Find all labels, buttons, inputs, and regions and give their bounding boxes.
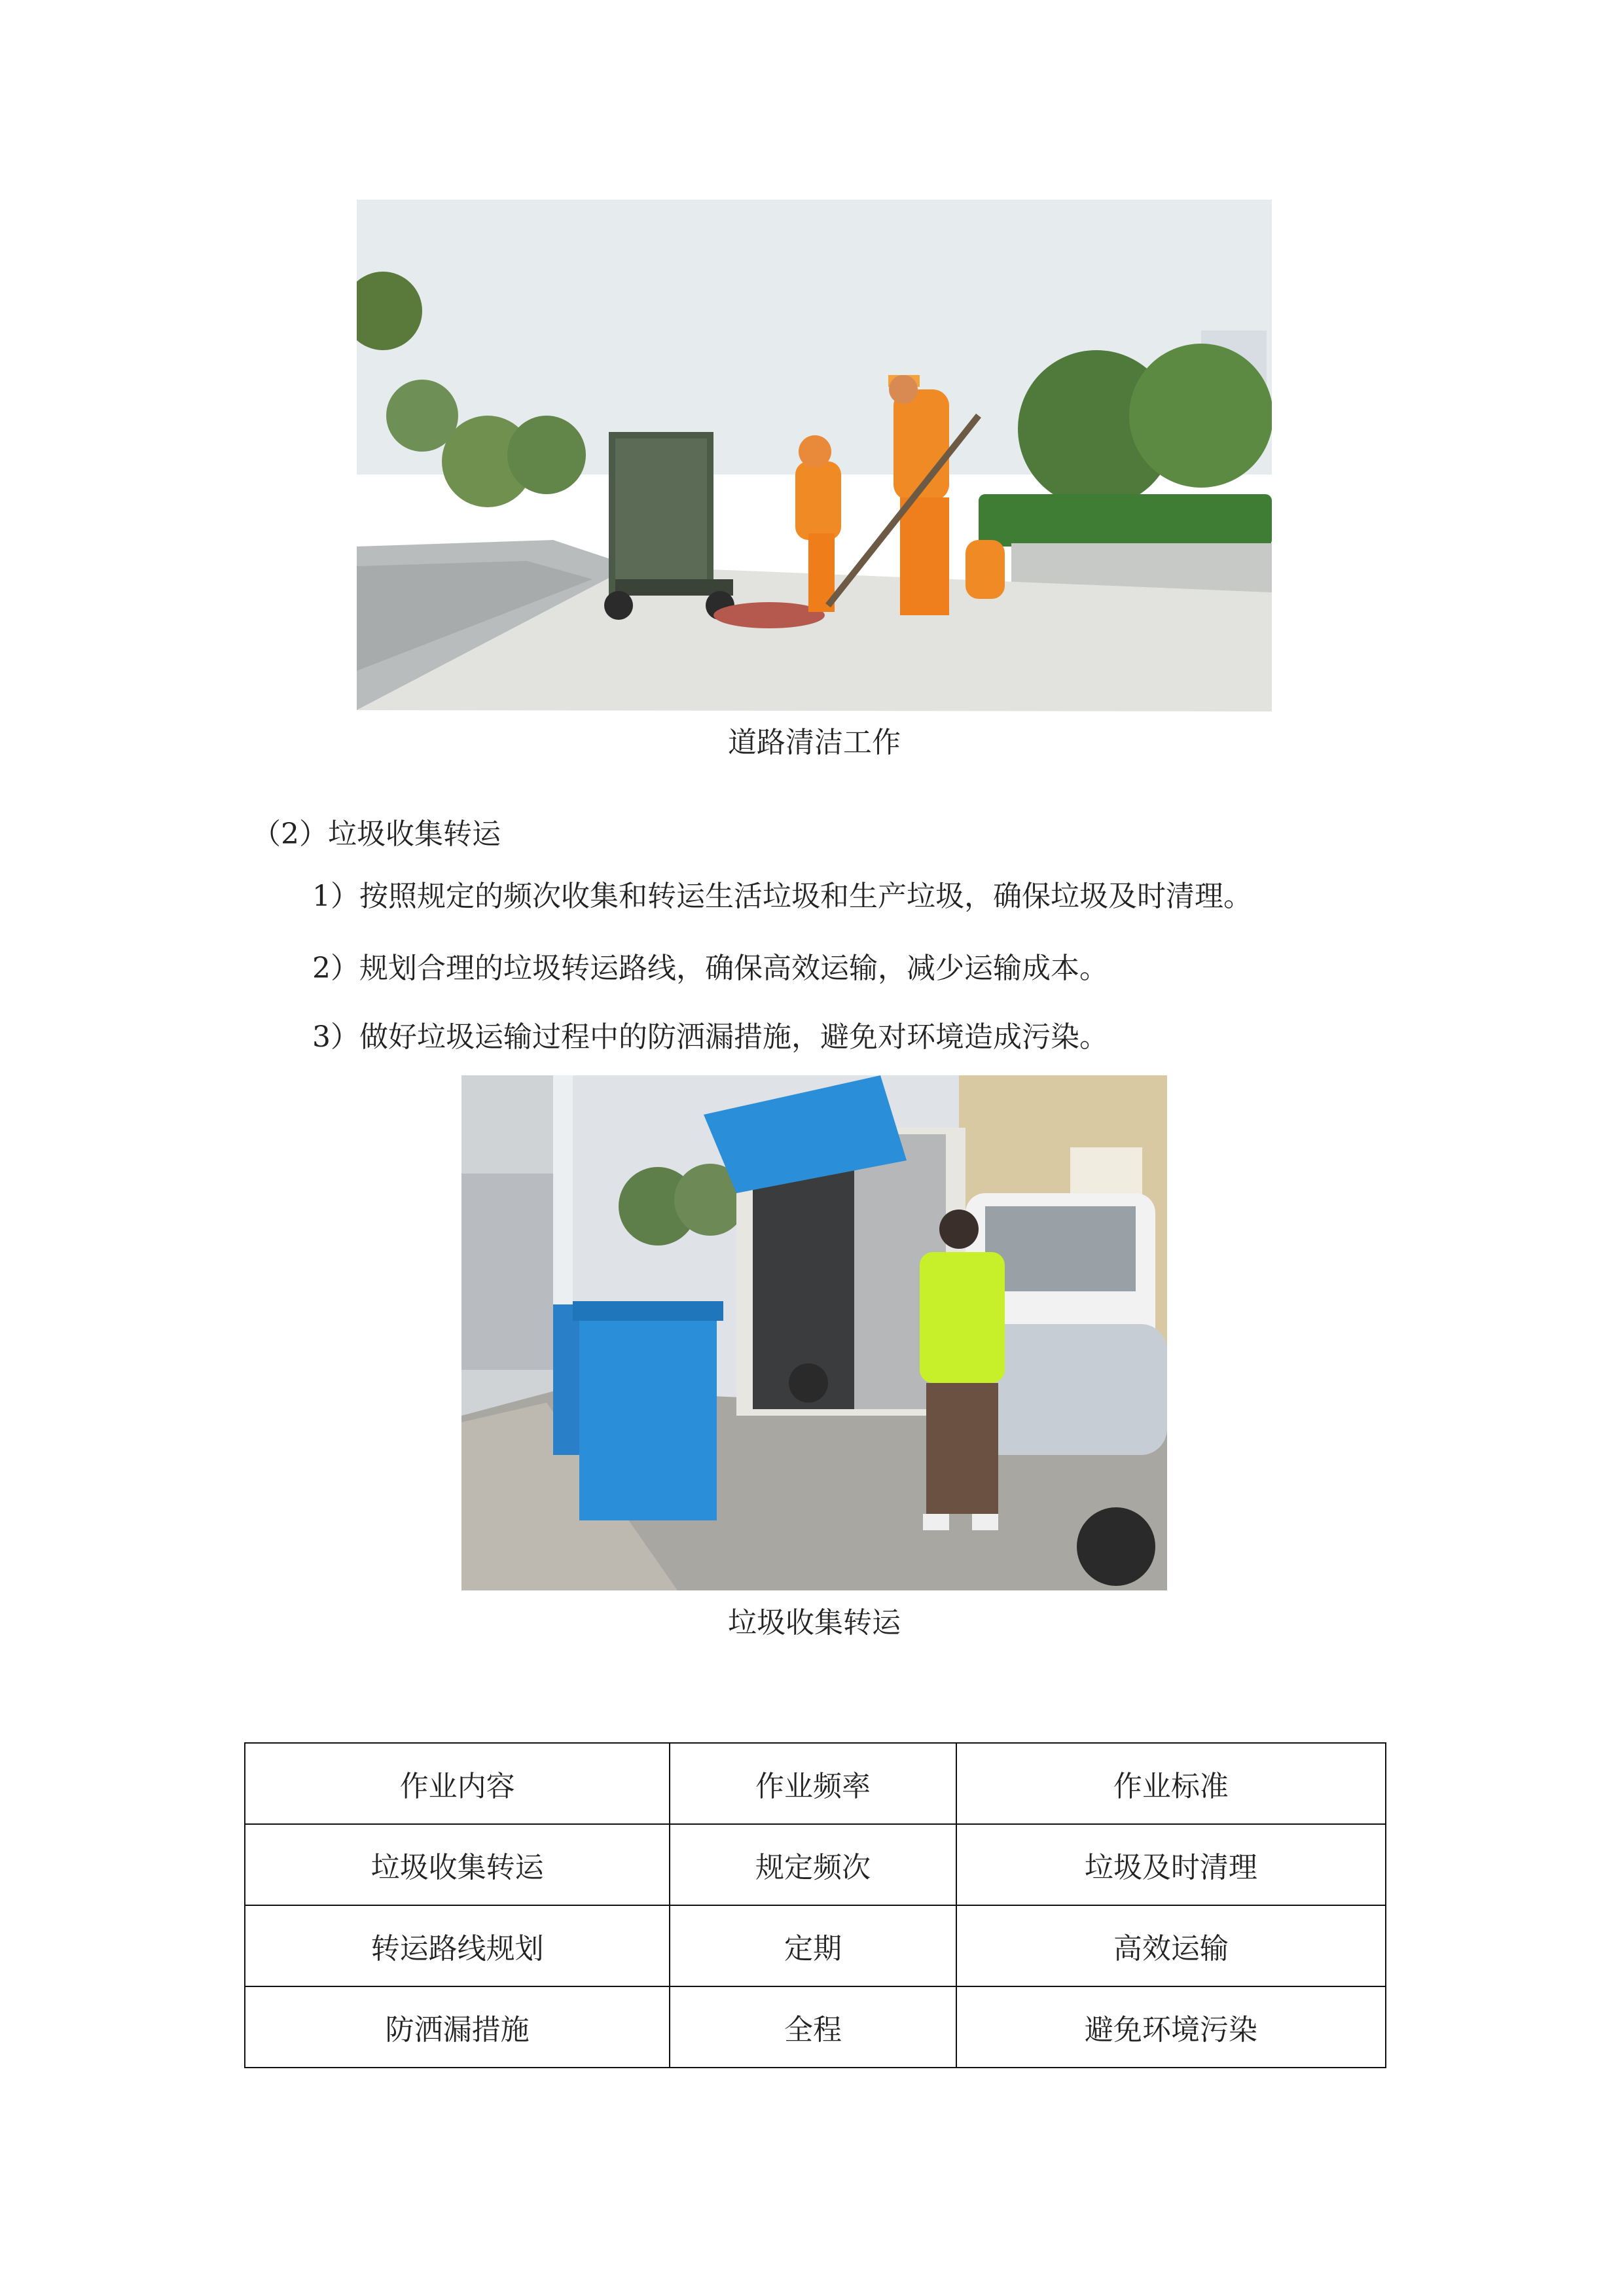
street-cleaning-photo [357,200,1272,711]
table-row [245,1905,1386,1986]
table-cell: 转运路线规划 [245,1905,670,1986]
table-cell: 垃圾及时清理 [956,1824,1386,1905]
operations-table [244,1742,1386,2068]
header-cell: 作业标准 [956,1743,1386,1824]
table-cell: 高效运输 [956,1905,1386,1986]
table-cell: 防洒漏措施 [245,1986,670,2068]
table-cell: 全程 [670,1986,956,2068]
header-cell: 作业频率 [670,1743,956,1824]
figure2-caption: 垃圾收集转运 [728,1606,901,1640]
table-cell: 避免环境污染 [956,1986,1386,2068]
table-row [245,1824,1386,1905]
list-item: 1）按照规定的频次收集和转运生活垃圾和生产垃圾，确保垃圾及时清理。 [312,880,1252,913]
figure1-caption: 道路清洁工作 [728,726,901,759]
table-cell: 规定频次 [670,1824,956,1905]
table-cell: 垃圾收集转运 [245,1824,670,1905]
header-cell: 作业内容 [245,1743,670,1824]
table-header-row [245,1743,1386,1824]
list-item: 3）做好垃圾运输过程中的防洒漏措施，避免对环境造成污染。 [312,1020,1108,1054]
section-heading: （2）垃圾收集转运 [252,817,501,851]
table-cell: 定期 [670,1905,956,1986]
list-item: 2）规划合理的垃圾转运路线，确保高效运输，减少运输成本。 [312,952,1108,985]
table-row [245,1986,1386,2068]
garbage-collection-photo [461,1075,1167,1590]
